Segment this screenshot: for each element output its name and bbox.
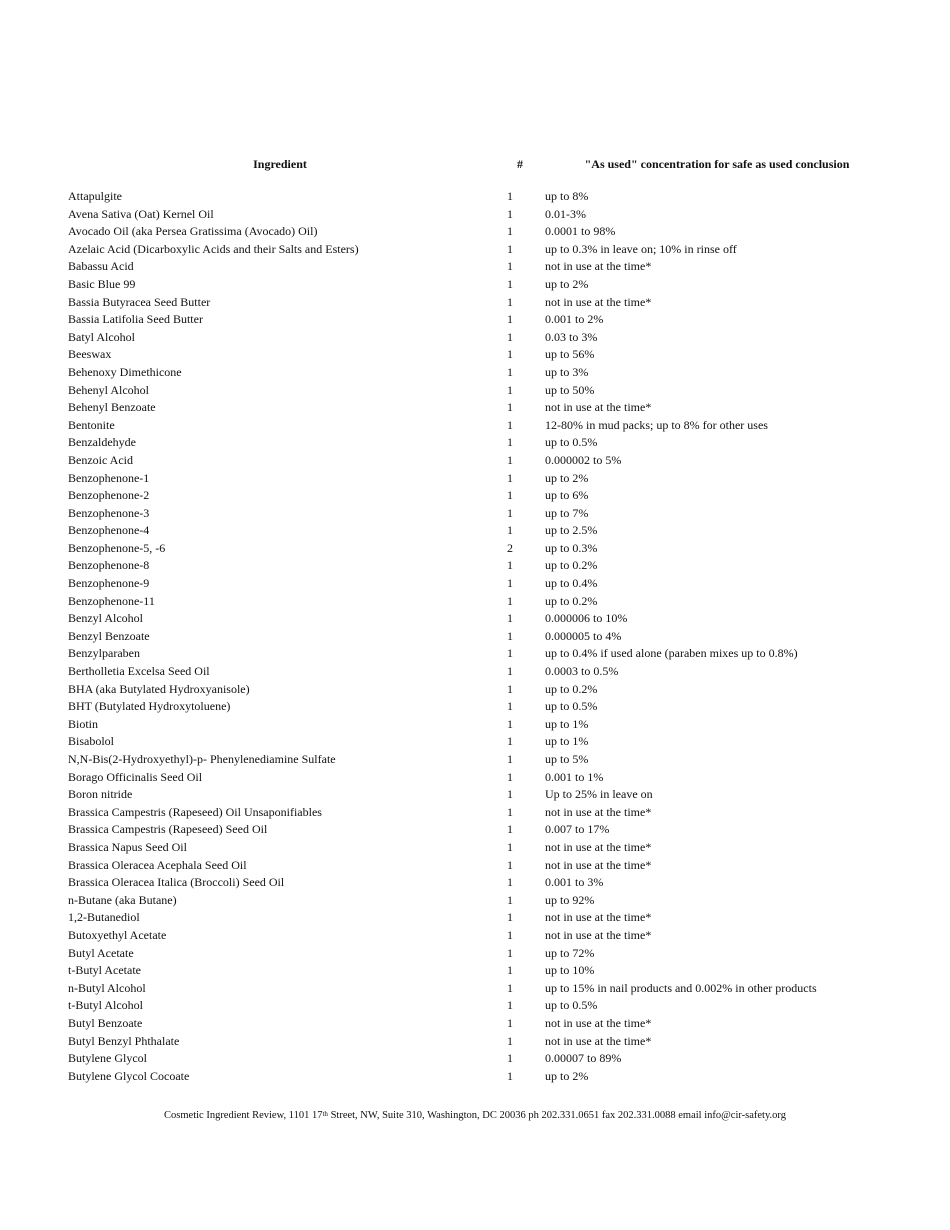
ingredient-concentration: up to 1% [545,716,589,731]
ingredient-concentration: up to 1% [545,734,589,749]
ingredient-count: 1 [507,347,513,362]
ingredient-name: Benzophenone-11 [68,593,155,608]
ingredient-count: 1 [507,927,513,942]
ingredient-count: 1 [507,1068,513,1083]
ingredient-name: n-Butane (aka Butane) [68,892,177,907]
ingredient-concentration: not in use at the time* [545,857,652,872]
table-row [0,716,950,734]
footer-text-start: Cosmetic Ingredient Review, 1101 17 [164,1110,323,1121]
table-row [0,733,950,751]
table-row [0,206,950,224]
footer-text-end: Street, NW, Suite 310, Washington, DC 20036 ph 202.331.0651 fax 202.331.0088 email info@cir-safety.org [327,1110,786,1121]
ingredient-concentration: 0.00007 to 89% [545,1051,622,1066]
table-row [0,962,950,980]
header-ingredient: Ingredient [253,157,307,171]
ingredient-name: Benzaldehyde [68,435,136,450]
ingredient-name: Butylene Glycol Cocoate [68,1068,190,1083]
table-row [0,997,950,1015]
ingredient-name: Butylene Glycol [68,1051,147,1066]
ingredient-count: 1 [507,857,513,872]
ingredient-count: 1 [507,259,513,274]
ingredient-name: Benzyl Benzoate [68,628,150,643]
ingredient-concentration: up to 8% [545,189,589,203]
ingredient-name: Boron nitride [68,787,133,802]
table-row [0,980,950,998]
table-row [0,575,950,593]
header-count: # [517,157,523,171]
ingredient-name: BHA (aka Butylated Hydroxyanisole) [68,681,250,696]
ingredient-count: 1 [507,558,513,573]
ingredient-name: Bisabolol [68,734,115,749]
ingredient-name: Butyl Benzoate [68,1015,143,1030]
table-row [0,681,950,699]
ingredient-count: 1 [507,716,513,731]
ingredient-count: 1 [507,998,513,1013]
ingredient-count: 1 [507,1051,513,1066]
ingredient-name: Benzophenone-2 [68,488,150,503]
ingredient-name: Avena Sativa (Oat) Kernel Oil [68,206,214,221]
ingredient-name: Batyl Alcohol [68,329,135,344]
ingredient-name: Borago Officinalis Seed Oil [68,769,203,784]
ingredient-concentration: up to 2% [545,1068,589,1083]
ingredient-name: t-Butyl Alcohol [68,998,143,1013]
ingredient-name: Benzyl Alcohol [68,611,143,626]
ingredient-name: Azelaic Acid (Dicarboxylic Acids and their Salts and Esters) [68,241,359,256]
ingredient-concentration: up to 92% [545,892,595,907]
ingredient-name: Benzophenone-8 [68,558,150,573]
ingredient-concentration: not in use at the time* [545,1015,652,1030]
table-row [0,945,950,963]
ingredient-count: 1 [507,980,513,995]
ingredient-name: Behenyl Benzoate [68,400,156,415]
ingredient-concentration: 0.001 to 1% [545,769,604,784]
ingredient-concentration: up to 0.5% [545,699,598,714]
table-row [0,821,950,839]
table-row [0,487,950,505]
ingredient-concentration: 0.0003 to 0.5% [545,664,619,679]
ingredient-count: 1 [507,400,513,415]
ingredient-concentration: up to 0.3% in leave on; 10% in rinse off [545,241,737,256]
footer-superscript: th [322,1110,328,1118]
table-row [0,452,950,470]
ingredient-concentration: 0.000006 to 10% [545,611,628,626]
ingredient-count: 1 [507,787,513,802]
ingredient-count: 1 [507,189,513,203]
ingredient-concentration: up to 0.5% [545,998,598,1013]
ingredient-concentration: up to 50% [545,382,595,397]
ingredient-name: Bassia Latifolia Seed Butter [68,312,203,327]
ingredient-concentration: up to 2% [545,470,589,485]
ingredient-concentration: up to 0.2% [545,593,598,608]
table-row [0,610,950,628]
ingredient-count: 1 [507,576,513,591]
ingredient-concentration: 0.0001 to 98% [545,224,616,239]
ingredient-count: 1 [507,593,513,608]
table-row [0,663,950,681]
ingredient-concentration: up to 2.5% [545,523,598,538]
table-row [0,1015,950,1033]
ingredient-name: t-Butyl Acetate [68,963,141,978]
ingredient-concentration: up to 0.4% [545,576,598,591]
ingredient-count: 1 [507,206,513,221]
table-row [0,223,950,241]
ingredient-count: 1 [507,382,513,397]
ingredient-concentration: up to 2% [545,276,589,291]
ingredient-concentration: 0.001 to 3% [545,875,604,890]
ingredient-name: Avocado Oil (aka Persea Gratissima (Avocado) Oil) [68,224,318,239]
table-row [0,786,950,804]
table-row [0,927,950,945]
table-row [0,434,950,452]
ingredient-name: Bertholletia Excelsa Seed Oil [68,664,210,679]
ingredient-name: Brassica Napus Seed Oil [68,839,187,854]
ingredient-concentration: up to 0.4% if used alone (paraben mixes up to 0.8%) [545,646,798,661]
ingredient-count: 1 [507,417,513,432]
ingredient-count: 1 [507,294,513,309]
table-row [0,1068,950,1086]
ingredient-name: Bentonite [68,417,115,432]
ingredient-concentration: up to 15% in nail products and 0.002% in other products [545,980,817,995]
ingredient-count: 1 [507,822,513,837]
page-footer [0,1110,950,1121]
ingredient-concentration: not in use at the time* [545,910,652,925]
ingredient-count: 1 [507,1015,513,1030]
ingredient-name: Behenyl Alcohol [68,382,149,397]
ingredient-name: Benzylparaben [68,646,140,661]
table-row [0,294,950,312]
ingredient-table-body [0,188,950,1085]
ingredient-concentration: not in use at the time* [545,294,652,309]
ingredient-count: 1 [507,364,513,379]
ingredient-count: 1 [507,769,513,784]
table-row [0,1050,950,1068]
table-row [0,857,950,875]
header-concentration: "As used" concentration for safe as used conclusion [584,157,850,171]
ingredient-concentration: up to 5% [545,752,589,766]
table-row [0,874,950,892]
ingredient-name: Butyl Acetate [68,945,134,960]
table-row [0,1033,950,1051]
table-row [0,540,950,558]
ingredient-count: 1 [507,945,513,960]
ingredient-count: 1 [507,435,513,450]
table-row [0,276,950,294]
ingredient-count: 1 [507,488,513,503]
ingredient-name: Babassu Acid [68,259,134,274]
ingredient-count: 1 [507,681,513,696]
ingredient-concentration: 0.007 to 17% [545,822,610,837]
ingredient-count: 1 [507,523,513,538]
ingredient-count: 1 [507,224,513,239]
table-row [0,909,950,927]
ingredient-name: Benzophenone-5, -6 [68,540,166,555]
ingredient-concentration: 0.001 to 2% [545,312,604,327]
ingredient-count: 1 [507,628,513,643]
ingredient-concentration: 0.000002 to 5% [545,452,622,467]
ingredient-name: Behenoxy Dimethicone [68,364,182,379]
ingredient-count: 2 [507,540,513,555]
ingredient-concentration: Up to 25% in leave on [545,787,653,802]
ingredient-count: 1 [507,329,513,344]
ingredient-name: Butyl Benzyl Phthalate [68,1033,180,1048]
table-row [0,628,950,646]
ingredient-count: 1 [507,470,513,485]
ingredient-count: 1 [507,452,513,467]
ingredient-name: N,N-Bis(2-Hydroxyethyl)-p- Phenylenediamine Sulfate [68,752,336,766]
table-row [0,417,950,435]
ingredient-concentration: 0.03 to 3% [545,329,598,344]
table-row [0,364,950,382]
table-row [0,892,950,910]
ingredient-concentration: not in use at the time* [545,400,652,415]
ingredient-name: Basic Blue 99 [68,276,136,291]
table-row [0,470,950,488]
ingredient-concentration: up to 72% [545,945,595,960]
table-row [0,311,950,329]
ingredient-name: Brassica Oleracea Acephala Seed Oil [68,857,247,872]
ingredient-count: 1 [507,664,513,679]
ingredient-name: Butoxyethyl Acetate [68,927,167,942]
table-row [0,751,950,769]
ingredient-concentration: not in use at the time* [545,927,652,942]
ingredient-name: Benzophenone-9 [68,576,150,591]
ingredient-name: Benzophenone-1 [68,470,150,485]
ingredient-concentration: 0.01-3% [545,206,586,221]
ingredient-count: 1 [507,241,513,256]
ingredient-name: Bassia Butyracea Seed Butter [68,294,211,309]
ingredient-count: 1 [507,839,513,854]
ingredient-count: 1 [507,910,513,925]
ingredient-concentration: not in use at the time* [545,804,652,819]
ingredient-count: 1 [507,804,513,819]
ingredient-name: n-Butyl Alcohol [68,980,146,995]
table-row [0,557,950,575]
ingredient-name: BHT (Butylated Hydroxytoluene) [68,699,231,714]
ingredient-name: Brassica Campestris (Rapeseed) Oil Unsaponifiables [68,804,322,819]
table-row [0,399,950,417]
table-row [0,382,950,400]
table-row [0,645,950,663]
table-row [0,188,950,206]
table-row [0,522,950,540]
ingredient-count: 1 [507,892,513,907]
ingredient-concentration: up to 7% [545,505,589,520]
ingredient-count: 1 [507,611,513,626]
ingredient-count: 1 [507,734,513,749]
ingredient-name: Brassica Oleracea Italica (Broccoli) Seed Oil [68,875,285,890]
ingredient-name: Biotin [68,716,99,731]
table-row [0,329,950,347]
table-row [0,804,950,822]
ingredient-concentration: up to 0.2% [545,558,598,573]
ingredient-name: Benzoic Acid [68,452,133,467]
table-row [0,505,950,523]
ingredient-concentration: up to 0.3% [545,540,598,555]
ingredient-name: 1,2-Butanediol [68,910,140,925]
ingredient-count: 1 [507,505,513,520]
table-row [0,698,950,716]
ingredient-count: 1 [507,875,513,890]
table-row [0,346,950,364]
ingredient-count: 1 [507,963,513,978]
ingredient-concentration: up to 3% [545,364,589,379]
ingredient-concentration: not in use at the time* [545,839,652,854]
ingredient-count: 1 [507,752,513,766]
table-row [0,593,950,611]
ingredient-count: 1 [507,1033,513,1048]
ingredient-name: Benzophenone-4 [68,523,150,538]
ingredient-concentration: up to 0.2% [545,681,598,696]
table-header [0,157,950,173]
table-row [0,258,950,276]
ingredient-concentration: up to 6% [545,488,589,503]
ingredient-concentration: up to 0.5% [545,435,598,450]
ingredient-count: 1 [507,699,513,714]
ingredient-concentration: up to 10% [545,963,595,978]
ingredient-name: Benzophenone-3 [68,505,150,520]
ingredient-name: Attapulgite [68,189,122,203]
table-row [0,839,950,857]
ingredient-concentration: not in use at the time* [545,259,652,274]
ingredient-concentration: not in use at the time* [545,1033,652,1048]
ingredient-count: 1 [507,276,513,291]
table-row [0,769,950,787]
ingredient-name: Beeswax [68,347,112,362]
ingredient-count: 1 [507,312,513,327]
ingredient-name: Brassica Campestris (Rapeseed) Seed Oil [68,822,268,837]
ingredient-count: 1 [507,646,513,661]
table-row [0,241,950,259]
ingredient-concentration: 12-80% in mud packs; up to 8% for other uses [545,417,768,432]
ingredient-concentration: up to 56% [545,347,595,362]
ingredient-concentration: 0.000005 to 4% [545,628,622,643]
